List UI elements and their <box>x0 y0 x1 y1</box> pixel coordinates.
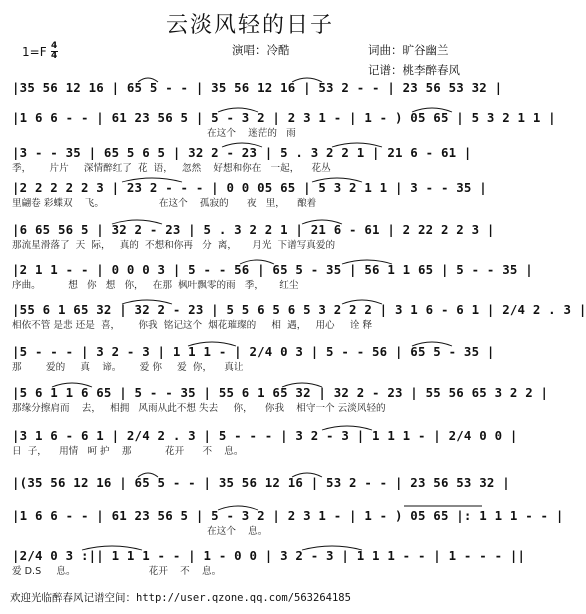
lyric-line: 那 爱的 真 谛。 爱 你 爱 你， 真让 <box>12 362 244 373</box>
notation-line: |1 6 6 - - | 61 23 56 5 | 5 - 3 2 | 2 3 1 - | 1 - ) 05 65 | 5 3 2 1 1 | <box>12 110 556 125</box>
notation-line: |6 65 56 5 | 32 2 - 23 | 5 . 3 2 2 1 | 21 6 - 61 | 2 22 2 2 3 | <box>12 222 495 237</box>
staff-line-5 <box>12 222 495 256</box>
lyric-line: 在这个 迷茫的 雨 <box>12 128 296 139</box>
lyric-line: 里翩卷 彩蝶双 飞。 在这个 孤寂的 夜 里， 酿着 <box>12 198 317 209</box>
transcriber-credit: 记谱：桃李醉春风 <box>368 63 460 77</box>
lyric-line: 爱 D.S 息。 花开 不 息。 <box>12 566 222 577</box>
staff-line-7 <box>12 302 586 336</box>
staff-line-8 <box>12 344 495 378</box>
lyric-line: 在这个 息。 <box>12 526 268 537</box>
notation-line: |2 2 2 2 2 3 | 23 2 - - - | 0 0 05 65 | 5 3 2 1 1 | 3 - - 35 | <box>12 180 487 195</box>
notation-line: |5 6 1 1 6 65 | 5 - - 35 | 55 6 1 65 32 | 32 2 - 23 | 55 56 65 3 2 2 | <box>12 385 549 400</box>
notation-line: |55 6 1 65 32 | 32 2 - 23 | 5 5 6 5 6 5 3 2 2 2 | 3 1 6 - 6 1 | 2/4 2 . 3 | <box>12 302 586 317</box>
notation-line: |(35 56 12 16 | 65 5 - - | 35 56 12 16 | 53 2 - - | 23 56 53 32 | <box>12 475 510 490</box>
notation-line: |1 6 6 - - | 61 23 56 5 | 5 - 3 2 | 2 3 1 - | 1 - ) 05 65 |: 1 1 1 - - | <box>12 508 564 523</box>
footer <box>10 590 351 605</box>
staff-line-13 <box>12 548 526 582</box>
staff-line-9 <box>12 385 549 419</box>
time-signature-bottom: 4 <box>50 51 58 61</box>
lyric-line: 序曲。 想 你 想 你， 在那 枫叶飘零的雨 季， 红尘 <box>12 280 299 291</box>
song-title: 云淡风轻的日子 <box>165 13 334 38</box>
notation-line: |2/4 0 3 :|| 1 1 1 - - | 1 - 0 0 | 3 2 - 3 | 1 1 1 - - | 1 - - - || <box>12 548 526 563</box>
composer-credit: 词曲：旷谷幽兰 <box>368 43 449 57</box>
singer-credit: 演唱：冷酷 <box>232 43 290 57</box>
staff-line-10 <box>12 428 518 462</box>
notation-line: |35 56 12 16 | 65 5 - - | 35 56 12 16 | 53 2 - - | 23 56 53 32 | <box>12 80 503 95</box>
footer-url-link[interactable]: http://user.qzone.qq.com/563264185 <box>136 592 351 604</box>
staff-line-12 <box>12 508 564 542</box>
time-signature <box>51 42 58 61</box>
notation-line: |2 1 1 - - | 0 0 0 3 | 5 - - 56 | 65 5 - 35 | 56 1 1 65 | 5 - - 35 | <box>12 262 533 277</box>
key-signature <box>22 42 58 61</box>
lyric-line: 相依不管 是悲 还是 喜， 你我 铭记这个 烟花璀璨的 相 遇， 用心 诠 释 <box>12 320 373 331</box>
notation-line: |5 - - - | 3 2 - 3 | 1 1 1 - | 2/4 0 3 | 5 - - 56 | 65 5 - 35 | <box>12 344 495 359</box>
staff-line-4 <box>12 180 488 214</box>
key-label: 1=F <box>22 44 47 59</box>
footer-label: 欢迎光临醉春风记谱空间： <box>10 592 136 604</box>
notation-line: |3 1 6 - 6 1 | 2/4 2 . 3 | 5 - - - | 3 2 - 3 | 1 1 1 - | 2/4 0 0 | <box>12 428 518 443</box>
lyric-line: 季， 片片 深情醉红了 花 语， 忽然 好想和你在 一起， 花丛 <box>12 163 331 174</box>
lyric-line: 那流星滑落了 天 际， 真的 不想和你再 分 离， 月光 下谱写真爱的 <box>12 240 336 251</box>
staff-line-6 <box>12 262 533 296</box>
notation-line: |3 - - 35 | 65 5 6 5 | 32 2 - 23 | 5 . 3 2 2 1 | 21 6 - 61 | <box>12 145 472 160</box>
lyric-line: 那缘分擦肩而 去， 相拥 风雨从此不想 失去 你， 你我 相守一个 云淡风轻的 <box>12 403 386 414</box>
time-signature-top: 4 <box>50 41 58 51</box>
lyric-line: 日 子， 用情 呵 护 那 花开 不 息。 <box>12 446 244 457</box>
